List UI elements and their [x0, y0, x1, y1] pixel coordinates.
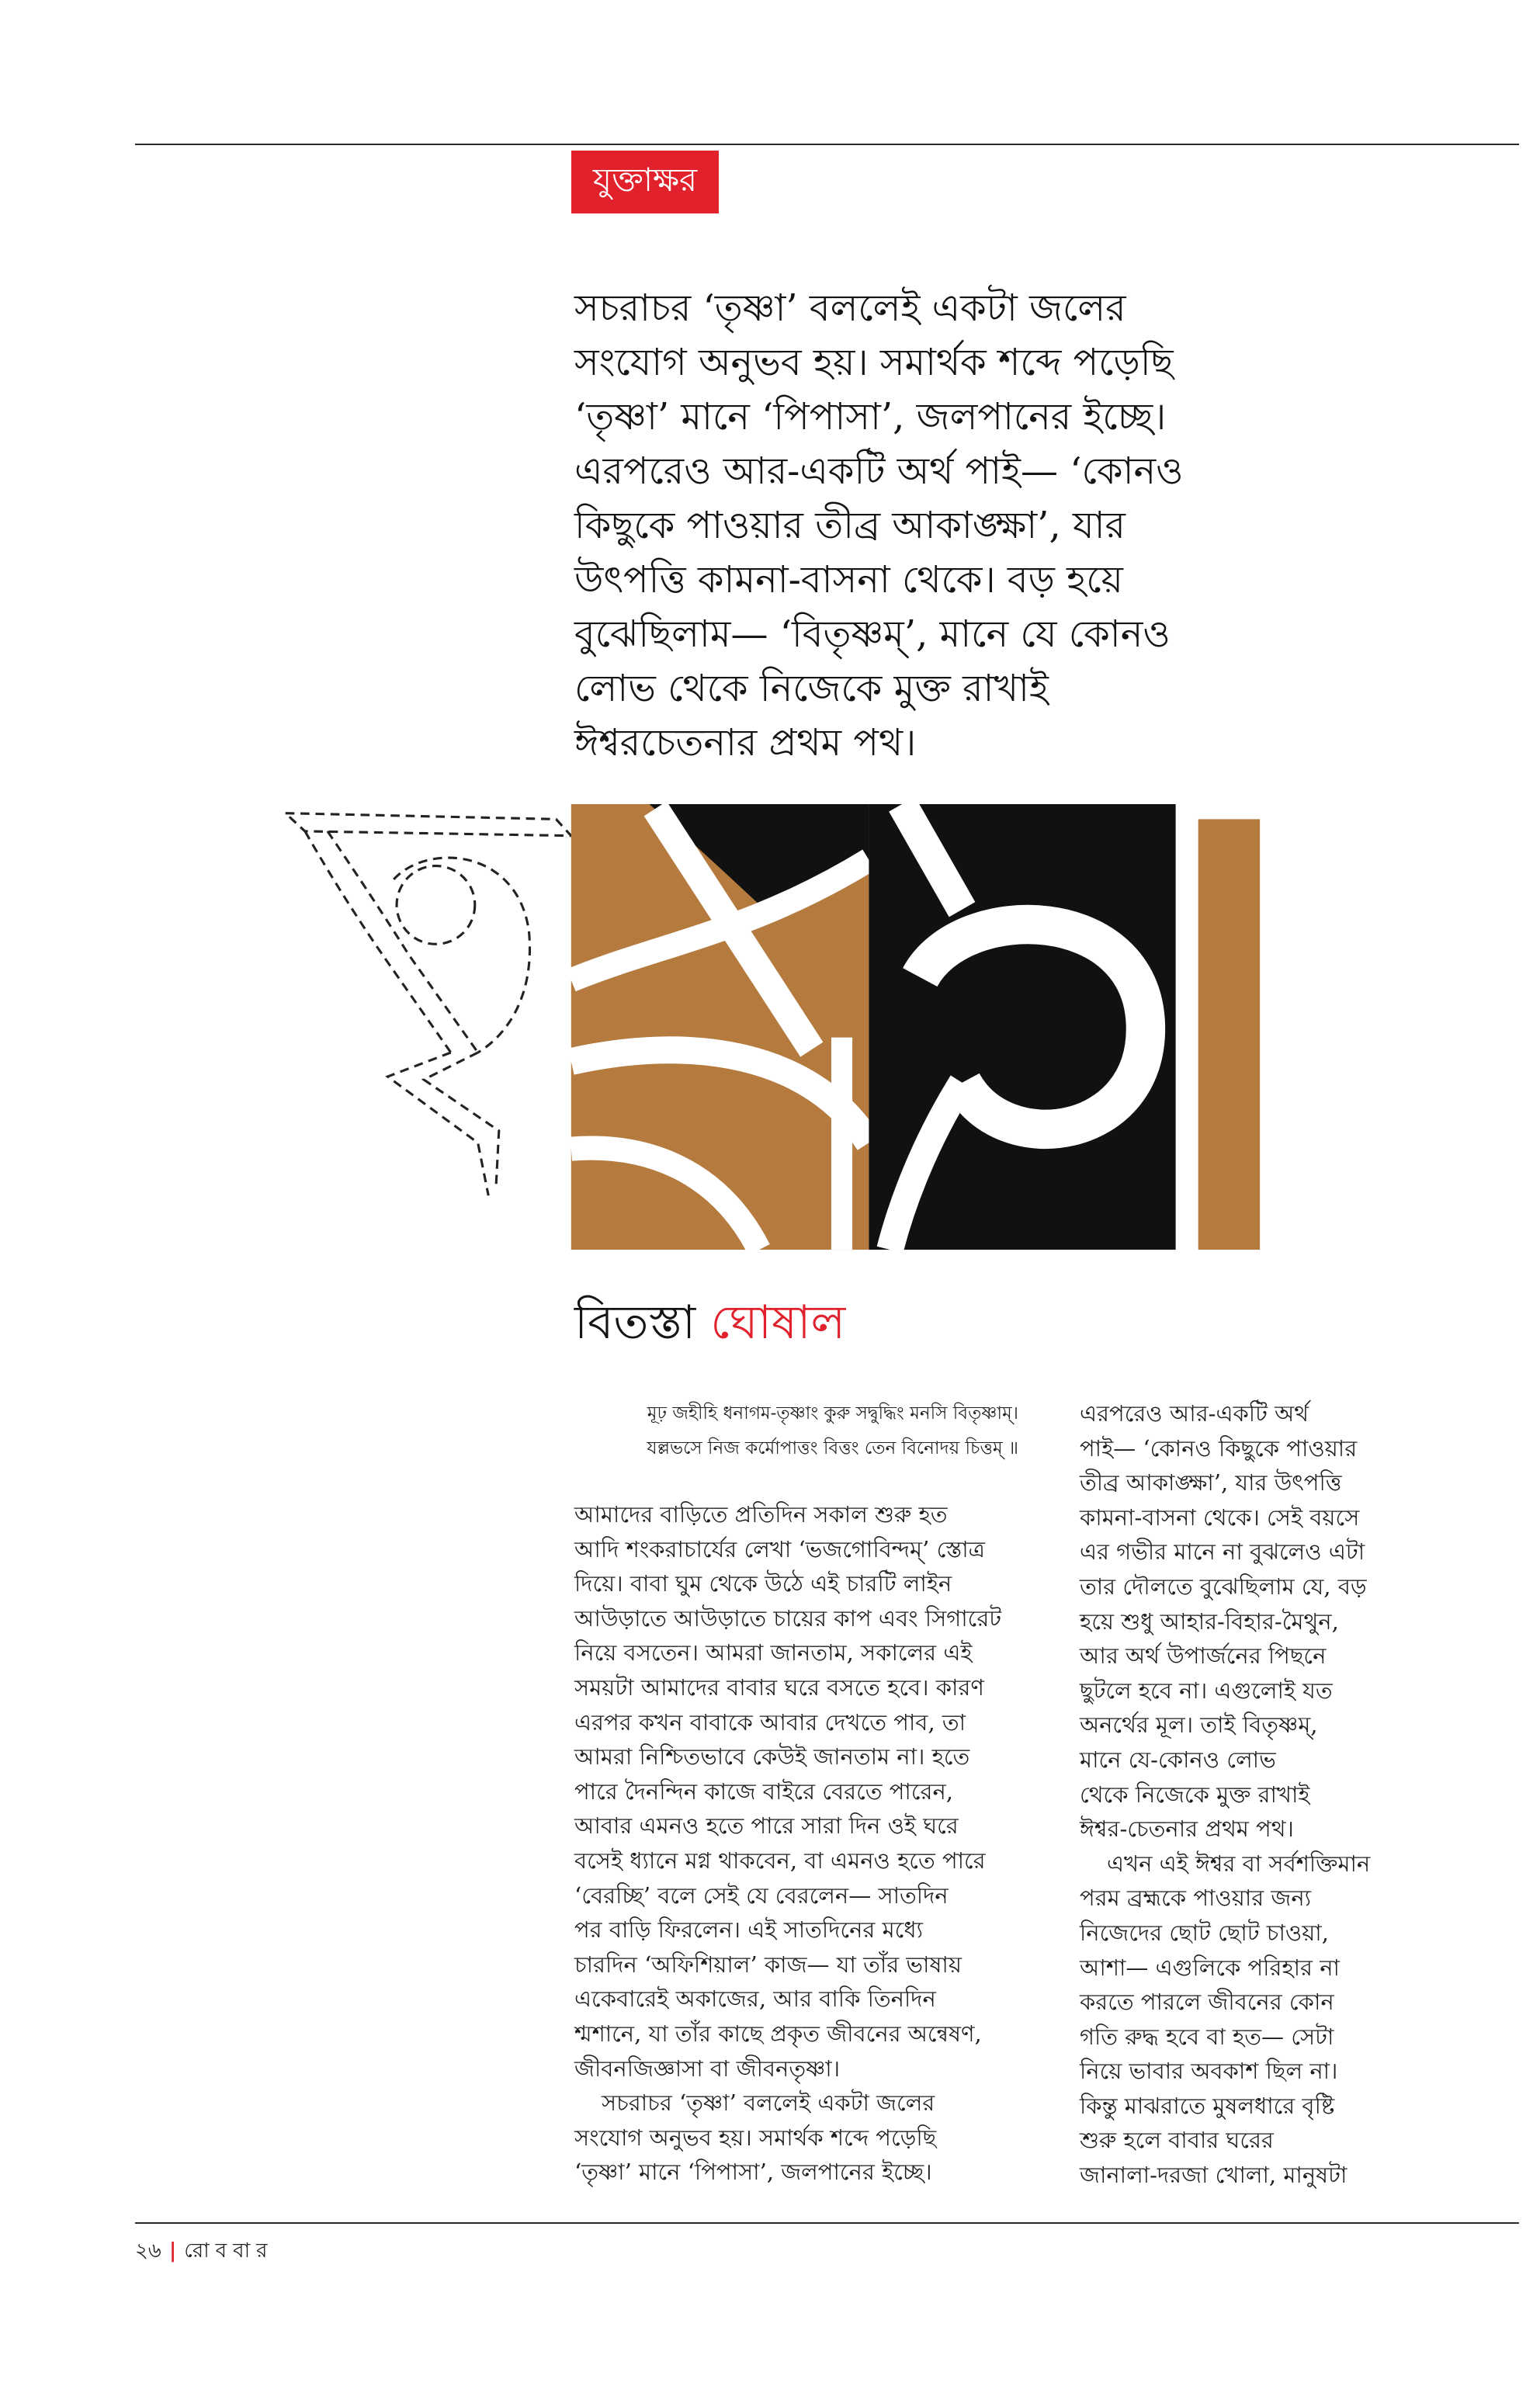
body-line: কামনা-বাসনা থেকে। সেই বয়সে [1080, 1503, 1360, 1531]
publication-name: রোববার [184, 2239, 274, 2263]
body-column-left [574, 1497, 1023, 2190]
intro-line: সচরাচর ‘তৃষ্ণা’ বললেই একটা জলের [574, 286, 1126, 330]
intro-line: উৎপত্তি কামনা-বাসনা থেকে। বড় হয়ে [574, 558, 1123, 602]
intro-line: ঈশ্বরচেতনার প্রথম পথ। [574, 721, 917, 765]
intro-line: সংযোগ অনুভব হয়। সমার্থক শব্দে পড়েছি [574, 341, 1174, 384]
body-line: দিয়ে। বাবা ঘুম থেকে উঠে এই চারটি লাইন [574, 1570, 952, 1597]
body-line: চারদিন ‘অফিশিয়াল’ কাজ— যা তাঁর ভাষায় [574, 1951, 962, 1978]
body-line: একেবারেই অকাজের, আর বাকি তিনদিন [574, 1985, 936, 2013]
artwork-right-bar [1198, 819, 1260, 1250]
body-line: আমরা নিশ্চিতভাবে কেউই জানতাম না। হতে [574, 1743, 970, 1770]
dashed-outline-curve [394, 858, 529, 1053]
body-line: এরপরেও আর-একটি অর্থ [1080, 1400, 1309, 1427]
body-line: ‘তৃষ্ণা’ মানে ‘পিপাসা’, জলপানের ইচ্ছে। [574, 2159, 932, 2186]
bottom-rule [135, 2222, 1519, 2224]
dashed-outline-loop [397, 866, 475, 945]
body-line: আমাদের বাড়িতে প্রতিদিন সকাল শুরু হত [574, 1501, 948, 1528]
paragraph [1080, 1396, 1406, 1847]
body-line: আবার এমনও হতে পারে সারা দিন ওই ঘরে [574, 1812, 959, 1840]
intro-line: ‘তৃষ্ণা’ মানে ‘পিপাসা’, জলপানের ইচ্ছে। [574, 395, 1167, 439]
body-column-right [1080, 1396, 1406, 2193]
body-line: হয়ে শুধু আহার-বিহার-মৈথুন, [1080, 1607, 1339, 1635]
epigraph-line: মূঢ় জহীহি ধনাগম-তৃষ্ণাং কুরু সদ্বুদ্ধিং মনসি বিতৃষ্ণাম্। [647, 1403, 1018, 1424]
body-line: শ্মশানে, যা তাঁর কাছে প্রকৃত জীবনের অন্বেষণ, [574, 2020, 982, 2047]
body-line: ছুটলে হবে না। এগুলোই যত [1080, 1677, 1333, 1704]
body-line: জীবনজিজ্ঞাসা বা জীবনতৃষ্ণা। [574, 2055, 841, 2082]
author-first-name: বিতস্তা [574, 1295, 696, 1350]
body-line: ‘বেরচ্ছি’ বলে সেই যে বেরলেন— সাতদিন [574, 1881, 949, 1909]
body-line: তীব্র আকাঙ্ক্ষা’, যার উৎপত্তি [1080, 1469, 1342, 1496]
section-label: যুক্তাক্ষর [571, 151, 719, 213]
body-line: এখন এই ঈশ্বর বা সর্বশক্তিমান [1107, 1850, 1371, 1877]
body-line: আদি শংকরাচার্যের লেখা ‘ভজগোবিন্দম্’ স্তোত্র [574, 1535, 985, 1562]
body-line: নিয়ে ভাবার অবকাশ ছিল না। [1080, 2058, 1338, 2085]
dashed-outline-zigzag-outer [387, 1053, 488, 1195]
body-line: থেকে নিজেকে মুক্ত রাখাই [1080, 1781, 1310, 1808]
body-line: কিন্তু মাঝরাতে মুষলধারে বৃষ্টি [1080, 2092, 1335, 2119]
paragraph [574, 1497, 1023, 2086]
page-number: ২৬ [135, 2239, 161, 2263]
dashed-outline-zigzag-inner [424, 1053, 499, 1188]
body-line: বসেই ধ্যানে মগ্ন থাকবেন, বা এমনও হতে পারে [574, 1847, 986, 1874]
dashed-outline-diagonal-inner [328, 831, 478, 1053]
body-line: এরপর কখন বাবাকে আবার দেখতে পাব, তা [574, 1708, 966, 1736]
intro-line: বুঝেছিলাম— ‘বিতৃষ্ণম্’, মানে যে কোনও [574, 612, 1171, 656]
paragraph [574, 2086, 1023, 2190]
dashed-outline-diagonal-outer [305, 831, 451, 1053]
body-line: ঈশ্বর-চেতনার প্রথম পথ। [1080, 1816, 1294, 1843]
artwork-left-panel [571, 804, 869, 1250]
body-line: এর গভীর মানে না বুঝলেও এটা [1080, 1538, 1365, 1566]
epigraph [574, 1396, 1018, 1465]
body-line: মানে যে-কোনও লোভ [1080, 1746, 1276, 1773]
body-line: পরম ব্রহ্মকে পাওয়ার জন্য [1080, 1885, 1312, 1912]
body-line: করতে পারলে জীবনের কোন [1080, 1989, 1334, 2016]
dashed-letter-outline [286, 813, 571, 1196]
body-line: নিজেদের ছোট ছোট চাওয়া, [1080, 1919, 1329, 1946]
body-line: আর অর্থ উপার্জনের পিছনে [1080, 1642, 1327, 1670]
intro-line: কিছুকে পাওয়ার তীব্র আকাঙ্ক্ষা’, যার [574, 504, 1126, 547]
intro-line: লোভ থেকে নিজেকে মুক্ত রাখাই [574, 667, 1049, 710]
footer-separator: | [168, 2239, 177, 2263]
body-line: তার দৌলতে বুঝেছিলাম যে, বড় [1080, 1573, 1367, 1600]
letterform-artwork [278, 804, 1263, 1251]
body-line: পর বাড়ি ফিরলেন। এই সাতদিনের মধ্যে [574, 1916, 923, 1944]
body-line: আশা— এগুলিকে পরিহার না [1080, 1954, 1340, 1981]
body-line: পারে দৈনন্দিন কাজে বাইরে বেরতে পারেন, [574, 1777, 953, 1805]
body-line: সচরাচর ‘তৃষ্ণা’ বললেই একটা জলের [602, 2090, 935, 2117]
body-line: জানালা-দরজা খোলা, মানুষটা [1080, 2162, 1348, 2189]
body-line: সংযোগ অনুভব হয়। সমার্থক শব্দে পড়েছি [574, 2124, 937, 2151]
body-line: নিয়ে বসতেন। আমরা জানতাম, সকালের এই [574, 1639, 973, 1666]
artwork-middle-panel [869, 804, 1175, 1250]
body-line: শুরু হলে বাবার ঘরের [1080, 2127, 1274, 2154]
body-line: অনর্থের মূল। তাই বিতৃষ্ণম্, [1080, 1712, 1318, 1739]
author-last-name: ঘোষাল [710, 1295, 846, 1350]
intro-paragraph [574, 281, 1183, 770]
body-line: সময়টা আমাদের বাবার ঘরে বসতে হবে। কারণ [574, 1673, 984, 1701]
top-rule [135, 144, 1519, 145]
intro-line: এরপরেও আর-একটি অর্থ পাই— ‘কোনও [574, 449, 1184, 493]
body-line: গতি রুদ্ধ হবে বা হত— সেটা [1080, 2023, 1334, 2050]
page-footer [135, 2237, 273, 2265]
paragraph [1080, 1847, 1406, 2193]
body-line: পাই— ‘কোনও কিছুকে পাওয়ার [1080, 1434, 1358, 1462]
body-line: আউড়াতে আউড়াতে চায়ের কাপ এবং সিগারেট [574, 1604, 1002, 1632]
epigraph-line: যল্লভসে নিজ কর্মোপাত্তং বিত্তং তেন বিনোদয় চিত্তম্ ॥ [647, 1438, 1018, 1458]
byline [574, 1293, 845, 1352]
